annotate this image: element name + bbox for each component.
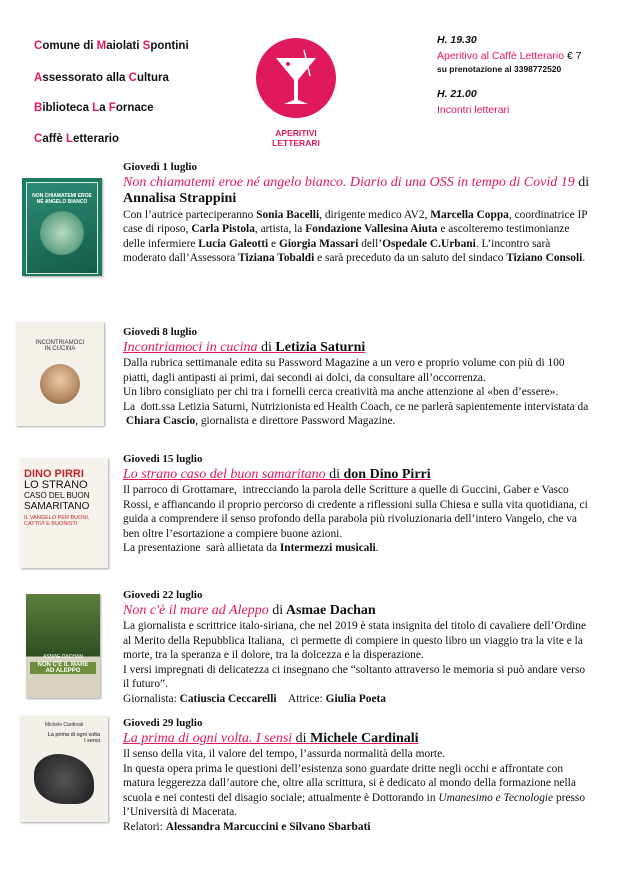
book-cover-pirri: DINO PIRRI LO STRANO CASO DEL BUON SAMARITANO IL VANGELO PER BUONI, CATTIVI E BUONISTI xyxy=(20,458,108,568)
event-title: Non c'è il mare ad Aleppo di Asmae Dachan xyxy=(123,602,376,618)
event-description: Il senso della vita, il valore del tempo, l’assurda normalità della morte. In questa opera prima le questioni dell’esistenza sono guardate dritte negli occhi e affrontate con matura leggerezza dall’autore che, oltre alla scrittura, si è dedicato al mondo della formazione nella scuola e nei contesti del disagio sociale; attualmente è Dottorando in Umanesimo e Tecnologie presso l’Università di Macerata. Relatori: Alessandra Marcuccini e Silvano Sbarbati xyxy=(123,748,586,834)
book-cover-saturni: INCONTRIAMOCI IN CUCINA xyxy=(16,322,104,426)
organizer-assessorato: Assessorato alla Cultura xyxy=(34,72,169,84)
time-aperitivo: H. 19.30 xyxy=(437,34,477,46)
book-cover-cardinali: Michele Cardinali La prima di ogni volta I sensi xyxy=(20,716,108,822)
event-date: Giovedì 1 luglio xyxy=(123,161,197,173)
event-author: Annalisa Strappini xyxy=(123,191,237,207)
event-1 xyxy=(123,160,593,266)
event-author: Letizia Saturni xyxy=(275,339,366,355)
event-description: Con l’autrice parteciperanno Sonia Bacelli, dirigente medico AV2, Marcella Coppa, coordinatrice IP case di riposo, Carla Pistola, artista, la Fondazione Vallesina Aiuta e ascolteremo testimonianze delle infermiere Lucia Galeotti e Giorgia Massari dell’Ospedale C.Urbani. L’incontro sarà moderato dall’Assessora Tiziana Tobaldi e sarà preceduto da un saluto del sindaco Tiziano Consoli. xyxy=(123,208,588,265)
event-date: Giovedì 22 luglio xyxy=(123,589,203,601)
book-cover-dachan: ASMAE DACHAN NON C'È IL MARE AD ALEPPO xyxy=(26,594,100,698)
logo-line2: LETTERARI xyxy=(272,138,320,148)
event-title: La prima di ogni volta. I sensi di Michele Cardinali xyxy=(123,730,419,746)
event-date: Giovedì 29 luglio xyxy=(123,717,203,729)
event-title: Non chiamatemi eroe né angelo bianco. Diario di una OSS in tempo di Covid 19 di Annalisa Strappini xyxy=(123,174,590,207)
event-author: don Dino Pirri xyxy=(343,466,431,482)
logo-line1: APERITIVI xyxy=(275,128,317,138)
organizer-biblioteca: Biblioteca La Fornace xyxy=(34,102,154,114)
event-author: Asmae Dachan xyxy=(285,602,376,618)
event-4 xyxy=(123,588,593,707)
aperitivo-price: € 7 xyxy=(566,50,582,62)
event-title: Lo strano caso del buon samaritano di don Dino Pirri xyxy=(123,466,431,482)
aperitivo-label: Aperitivo al Caffè Letterario xyxy=(437,50,565,62)
schedule xyxy=(437,34,582,116)
event-3 xyxy=(123,452,593,556)
aperitivi-letterari-logo xyxy=(252,36,340,148)
organizer-caffe: Caffè Letterario xyxy=(34,133,120,145)
incontri-label: Incontri letterari xyxy=(437,104,510,116)
event-description: Dalla rubrica settimanale edita su Password Magazine a un vero e proprio volume con più di 100 piatti, dagli antipasti ai primi, dai secondi ai dolci, da consultare all’occorrenza. Un libro consigliato per chi tra i fornelli cerca creatività ma anche attenzione al «ben d’essere». La dott.ssa Letizia Saturni, Nutrizionista ed Health Coach, ce ne parlerà sapientemente intervistata da Chiara Cascio, giornalista e direttore Password Magazine. xyxy=(123,357,589,428)
event-description: Il parroco di Grottamare, intrecciando la parola delle Scritture a quelle di Guccini, Gaber e Vasco Rossi, e affiancando il proprio percorso di credente a riflessioni sulla Chiesa e sulla vita quotidiana, ci guida a comprendere il senso profondo della parabola più rivoluzionaria dell’intero Vangelo, che va ben oltre l’esortazione a compiere buone azioni. La presentazione sarà allietata da Intermezzi musicali. xyxy=(123,484,588,555)
book-cover-strappini: NON CHIAMATEMI EROE NÉ ANGELO BIANCO xyxy=(22,178,102,276)
event-date: Giovedì 8 luglio xyxy=(123,326,197,338)
event-2 xyxy=(123,325,593,429)
event-5 xyxy=(123,716,593,835)
booking-info: su prenotazione al 3398772520 xyxy=(437,64,562,74)
event-title: Incontriamoci in cucina di Letizia Saturni xyxy=(123,339,366,355)
organizer-comune: Comune di Maiolati Spontini xyxy=(34,40,189,52)
event-date: Giovedì 15 luglio xyxy=(123,453,203,465)
event-description: La giornalista e scrittrice italo-siriana, che nel 2019 è stata insignita del titolo di cavaliere dell’Ordine al Merito della Repubblica Italiana, ci permette di compiere in questo libro un viaggio tra la vite e la morte, tra la speranza e il dolore, tra la dolcezza e la disperazione. I versi impregnati di delicatezza ci insegnano che “soltanto attraverso le memoria si può andare verso il futuro”. Giornalista: Catiuscia Ceccarelli Attrice: Giulia Poeta xyxy=(123,620,587,706)
event-author: Michele Cardinali xyxy=(310,730,419,746)
time-incontri: H. 21.00 xyxy=(437,88,477,100)
